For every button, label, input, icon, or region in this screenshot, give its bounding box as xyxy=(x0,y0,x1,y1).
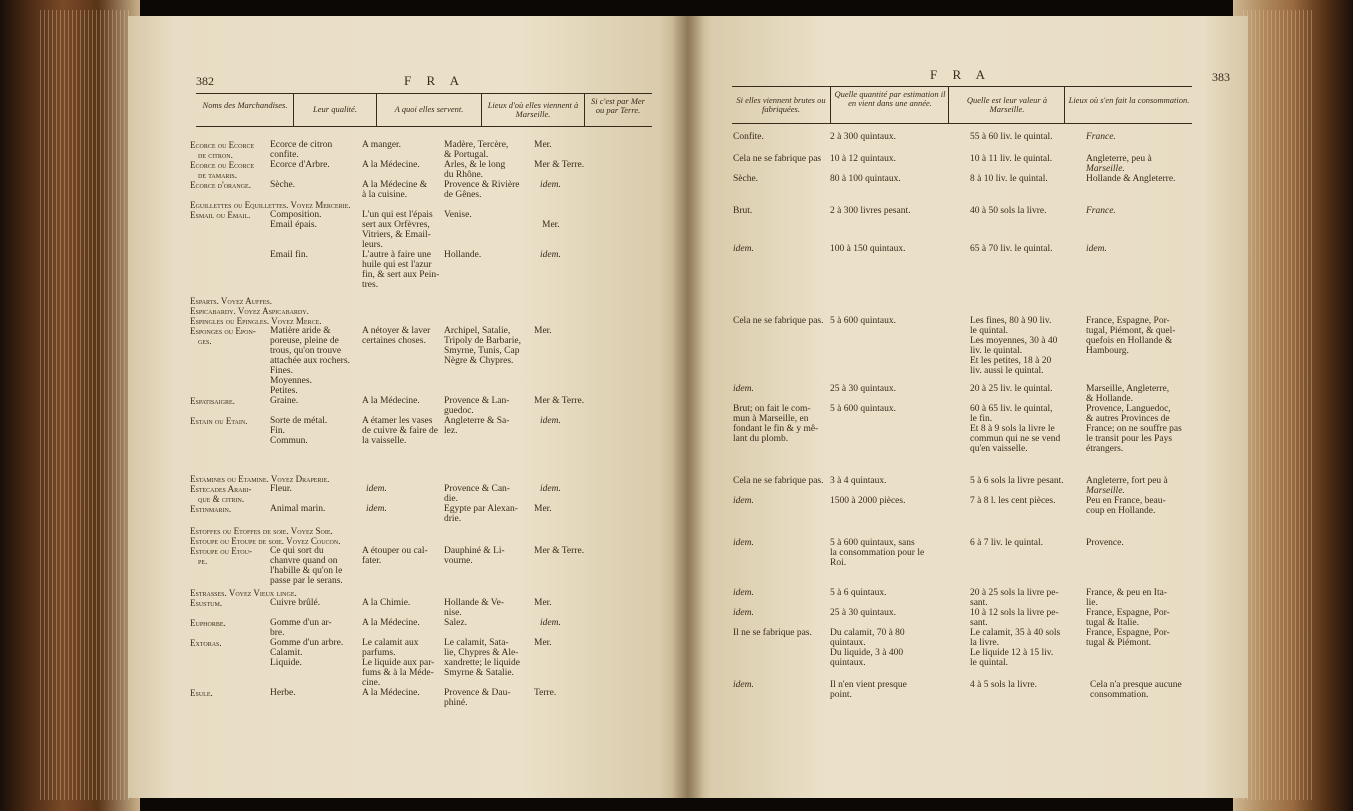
left-text-line: Gomme d'un ar- xyxy=(270,618,332,628)
left-text-line: Espicabardy. Voyez Aspicabardy. xyxy=(190,306,309,316)
left-text-line: sert aux Orfèvres, xyxy=(362,220,430,230)
left-text-line: certaines choses. xyxy=(362,336,426,346)
left-text-line: fin, & sert aux Pein- xyxy=(362,270,440,280)
gutter-shadow xyxy=(672,16,704,798)
page-edges-left xyxy=(40,10,130,800)
right-text-line: France, Espagne, Por- xyxy=(1086,316,1170,326)
left-text-line: Tripoly de Barbarie, xyxy=(444,336,521,346)
left-text-line: Sèche. xyxy=(270,180,296,190)
right-text-line: commun qui ne se vend xyxy=(970,434,1061,444)
left-text-line: guedoc. xyxy=(444,406,474,416)
right-text-line: tugal, Piémont, & quel- xyxy=(1086,326,1176,336)
left-text-line: l'habille & qu'on le xyxy=(270,566,343,576)
left-text-line: idem. xyxy=(540,618,561,628)
left-text-line: A nétoyer & laver xyxy=(362,326,431,336)
left-text-line: cine. xyxy=(362,678,381,688)
left-text-line: Mer & Terre. xyxy=(534,160,585,170)
left-text-line: Esustum. xyxy=(190,598,223,608)
left-text-line: A étouper ou cal- xyxy=(362,546,428,556)
right-text-line: Peu en France, beau- xyxy=(1086,496,1166,506)
right-text-line: France. xyxy=(1086,132,1116,142)
left-text-line: phiné. xyxy=(444,698,468,708)
left-text-line: Fines. xyxy=(270,366,293,376)
right-text-line: Le calamit, 35 à 40 sols xyxy=(970,628,1061,638)
right-text-line: Et 8 à 9 sols la livre le xyxy=(970,424,1055,434)
left-text-line: Graine. xyxy=(270,396,299,406)
right-text-line: Les moyennes, 30 à 40 xyxy=(970,336,1058,346)
left-text-line: xandrette; le liquide xyxy=(444,658,520,668)
left-text-line: Nègre & Chypres. xyxy=(444,356,514,366)
right-text-line: Le liquide 12 à 15 liv. xyxy=(970,648,1054,658)
right-text-line: sant. xyxy=(970,598,988,608)
right-text-line: Cela ne se fabrique pas xyxy=(733,154,822,164)
left-text-line: Provence & Dau- xyxy=(444,688,511,698)
right-text-line: le quintal. xyxy=(970,326,1008,336)
left-text-line: Sorte de métal. xyxy=(270,416,328,426)
right-text-line: 6 à 7 liv. le quintal. xyxy=(970,538,1043,548)
right-text-line: idem. xyxy=(733,608,754,618)
left-text-line: leurs. xyxy=(362,240,383,250)
left-text-line: A manger. xyxy=(362,140,402,150)
left-text-line: idem. xyxy=(366,504,387,514)
left-text-line: de cuivre & faire de xyxy=(362,426,438,436)
left-text-line: Egypte par Alexan- xyxy=(444,504,518,514)
left-text-line: pe. xyxy=(198,556,208,566)
right-page-number: 383 xyxy=(1212,70,1230,84)
left-text-line: Ce qui sort du xyxy=(270,546,324,556)
left-text-line: Le liquide aux par- xyxy=(362,658,435,668)
left-text-line: poreuse, pleine de xyxy=(270,336,339,346)
right-text-line: idem. xyxy=(733,588,754,598)
left-text-line: lie, Chypres & Ale- xyxy=(444,648,519,658)
right-text-line: 5 à 600 quintaux, sans xyxy=(830,538,915,548)
left-text-line: Fin. xyxy=(270,426,286,436)
right-text-line: France, & peu en Ita- xyxy=(1086,588,1167,598)
right-text-line: 10 à 12 quintaux. xyxy=(830,154,896,164)
left-text-line: Provence & Rivière xyxy=(444,180,520,190)
left-text-line: A la Médecine. xyxy=(362,688,420,698)
left-text-line: Email épais. xyxy=(270,220,317,230)
left-text-line: Estain ou Etain. xyxy=(190,416,248,426)
right-text-line: Brut; on fait le com- xyxy=(733,404,811,414)
left-text-line: Esmail ou Email. xyxy=(190,210,251,220)
right-table-header xyxy=(732,86,1192,124)
right-text-line: 65 à 70 liv. le quintal. xyxy=(970,244,1053,254)
left-text-line: Salez. xyxy=(444,618,467,628)
left-text-line: Arles, & le long xyxy=(444,160,506,170)
left-text-line: lez. xyxy=(444,426,458,436)
right-text-line: étrangers. xyxy=(1086,444,1124,454)
right-text-line: Il n'en vient presque xyxy=(830,680,907,690)
right-text-line: 10 à 11 liv. le quintal. xyxy=(970,154,1053,164)
left-text-line: drie. xyxy=(444,514,462,524)
right-text-line: idem. xyxy=(1086,244,1107,254)
left-text-line: Petites. xyxy=(270,386,298,396)
header-lieux: Lieux d'où elles viennent à Marseille. xyxy=(487,100,579,119)
left-text-line: Estrasses. Voyez Vieux linge. xyxy=(190,588,297,598)
left-text-line: idem. xyxy=(366,484,387,494)
right-text-line: coup en Hollande. xyxy=(1086,506,1156,516)
header-quantite: Quelle quantité par estimation il en vient dans une année. xyxy=(834,89,946,108)
right-text-line: Angleterre, fort peu à xyxy=(1086,476,1168,486)
right-text-line: le transit pour les Pays xyxy=(1086,434,1173,444)
left-text-line: idem. xyxy=(540,250,561,260)
left-text-line: nise. xyxy=(444,608,462,618)
right-text-line: lie. xyxy=(1086,598,1098,608)
left-text-line: chanvre quand on xyxy=(270,556,338,566)
left-text-line: Herbe. xyxy=(270,688,296,698)
left-text-line: Archipel, Satalie, xyxy=(444,326,511,336)
right-text-line: quefois en Hollande & xyxy=(1086,336,1173,346)
right-text-line: 2 à 300 quintaux. xyxy=(830,132,896,142)
header-noms: Noms des Marchandises. xyxy=(202,100,288,110)
left-text-line: Provence & Can- xyxy=(444,484,510,494)
right-text-line: le fin. xyxy=(970,414,993,424)
right-text-line: 5 à 6 quintaux. xyxy=(830,588,887,598)
right-text-line: 1500 à 2000 pièces. xyxy=(830,496,906,506)
left-text-line: A la Médecine. xyxy=(362,396,420,406)
header-mer-terre: Si c'est par Mer ou par Terre. xyxy=(591,96,645,115)
left-text-line: Matière aride & xyxy=(270,326,331,336)
left-text-line: Estecades Arabi- xyxy=(190,484,252,494)
left-text-line: Estinmarin. xyxy=(190,504,232,514)
left-text-line: passe par le serans. xyxy=(270,576,343,586)
right-text-line: Angleterre, peu à xyxy=(1086,154,1152,164)
right-text-line: Provence. xyxy=(1086,538,1124,548)
left-text-line: & Portugal. xyxy=(444,150,489,160)
left-text-line: Espatisaigre. xyxy=(190,396,235,406)
right-text-line: consommation. xyxy=(1090,690,1149,700)
right-text-line: Provence, Languedoc, xyxy=(1086,404,1171,414)
left-text-line: ges. xyxy=(198,336,212,346)
left-text-line: Mer & Terre. xyxy=(534,546,585,556)
left-text-line: Ecorce de citron xyxy=(270,140,333,150)
left-text-line: Estoupe ou Etoupe de soie. Voyez Coucon. xyxy=(190,536,341,546)
right-text-line: 7 à 8 l. les cent pièces. xyxy=(970,496,1056,506)
right-text-line: quintaux. xyxy=(830,638,866,648)
left-text-line: Ecorce ou Ecorce xyxy=(190,140,255,150)
left-text-line: vourne. xyxy=(444,556,473,566)
left-text-line: Eguillettes ou Equillettes. Voyez Mercerie. xyxy=(190,200,351,210)
left-text-line: parfums. xyxy=(362,648,396,658)
left-text-line: Gomme d'un arbre. xyxy=(270,638,344,648)
right-text-line: Brut. xyxy=(733,206,753,216)
left-text-line: Esule. xyxy=(190,688,213,698)
right-text-line: le quintal. xyxy=(970,658,1008,668)
right-text-line: 20 à 25 liv. le quintal. xyxy=(970,384,1053,394)
left-page xyxy=(128,16,688,798)
left-text-line: Mer. xyxy=(542,220,560,230)
right-text-line: sant. xyxy=(970,618,988,628)
left-text-line: Esponges ou Epon- xyxy=(190,326,256,336)
left-text-line: Euphorbe. xyxy=(190,618,226,628)
left-text-line: Estoupe ou Etou- xyxy=(190,546,252,556)
right-text-line: Il ne se fabrique pas. xyxy=(733,628,812,638)
left-text-line: Ecorce d'orange. xyxy=(190,180,251,190)
right-text-line: 8 à 10 liv. le quintal. xyxy=(970,174,1048,184)
right-text-line: idem. xyxy=(733,680,754,690)
right-text-line: 55 à 60 liv. le quintal. xyxy=(970,132,1053,142)
left-text-line: attachée aux rochers. xyxy=(270,356,350,366)
right-text-line: Marseille, Angleterre, xyxy=(1086,384,1170,394)
header-valeur: Quelle est leur valeur à Marseille. xyxy=(966,95,1048,114)
right-text-line: liv. le quintal. xyxy=(970,346,1023,356)
right-text-line: idem. xyxy=(733,496,754,506)
right-text-line: idem. xyxy=(733,538,754,548)
left-text-line: huile qui est l'azur xyxy=(362,260,432,270)
left-text-line: Provence & Lan- xyxy=(444,396,510,406)
left-text-line: L'un qui est l'épais xyxy=(362,210,433,220)
right-text-line: mun à Marseille, en xyxy=(733,414,809,424)
left-text-line: Ecorce d'Arbre. xyxy=(270,160,330,170)
left-text-line: L'autre à faire une xyxy=(362,250,431,260)
right-text-line: Du liquide, 3 à 400 xyxy=(830,648,904,658)
left-text-line: tres. xyxy=(362,280,379,290)
left-text-line: confite. xyxy=(270,150,299,160)
left-text-line: trous, qu'on trouve xyxy=(270,346,342,356)
left-text-line: fums & à la Méde- xyxy=(362,668,434,678)
left-text-line: Moyennes. xyxy=(270,376,312,386)
left-text-line: Ecorce ou Ecorce xyxy=(190,160,255,170)
left-text-line: Terre. xyxy=(534,688,557,698)
left-text-line: Madère, Tercère, xyxy=(444,140,509,150)
left-text-line: A la Médecine & xyxy=(362,180,428,190)
left-text-line: de Gênes. xyxy=(444,190,482,200)
left-text-line: Fleur. xyxy=(270,484,292,494)
left-text-line: Composition. xyxy=(270,210,322,220)
left-text-line: A la Médecine. xyxy=(362,160,420,170)
right-text-line: 60 à 65 liv. le quintal, xyxy=(970,404,1053,414)
right-text-line: la consommation pour le xyxy=(830,548,925,558)
right-text-line: Marseille. xyxy=(1086,486,1125,496)
left-text-line: Mer. xyxy=(534,140,552,150)
left-text-line: Vitriers, & Email- xyxy=(362,230,431,240)
right-text-line: 80 à 100 quintaux. xyxy=(830,174,901,184)
right-text-line: Cela n'a presque aucune xyxy=(1090,680,1182,690)
right-text-line: Les fines, 80 à 90 liv. xyxy=(970,316,1052,326)
right-text-line: Cela ne se fabrique pas. xyxy=(733,476,824,486)
header-consommation: Lieux où s'en fait la consommation. xyxy=(1068,95,1190,105)
right-text-line: 10 à 12 sols la livre pe- xyxy=(970,608,1059,618)
right-text-line: Hollande & Angleterre. xyxy=(1086,174,1176,184)
left-text-line: Estoffes ou Etoffes de soie. Voyez Soie. xyxy=(190,526,333,536)
left-text-line: Esparts. Voyez Auffes. xyxy=(190,296,272,306)
left-text-line: A étamer les vases xyxy=(362,416,433,426)
left-text-line: Smyrne, Tunis, Cap xyxy=(444,346,520,356)
right-text-line: quintaux. xyxy=(830,658,866,668)
left-running-head: F R A xyxy=(404,73,466,88)
right-running-head: F R A xyxy=(930,67,992,82)
left-text-line: Espingles ou Epingles. Voyez Merce. xyxy=(190,316,322,326)
right-text-line: France. xyxy=(1086,206,1116,216)
left-text-line: Mer. xyxy=(534,638,552,648)
left-text-line: que & citrin. xyxy=(198,494,245,504)
right-text-line: Sèche. xyxy=(733,174,759,184)
right-text-line: 5 à 600 quintaux. xyxy=(830,404,896,414)
left-text-line: du Rhône. xyxy=(444,170,484,180)
right-text-line: Du calamit, 70 à 80 xyxy=(830,628,905,638)
left-text-line: idem. xyxy=(540,180,561,190)
left-text-line: Venise. xyxy=(444,210,472,220)
left-text-line: Mer & Terre. xyxy=(534,396,585,406)
right-text-line: France, Espagne, Por- xyxy=(1086,628,1170,638)
header-brutes: Si elles viennent brutes ou fabriquées. xyxy=(736,95,826,114)
right-text-line: qu'en vaisselle. xyxy=(970,444,1028,454)
left-text-line: Commun. xyxy=(270,436,308,446)
right-text-line: & Hollande. xyxy=(1086,394,1133,404)
left-text-line: Cuivre brûlé. xyxy=(270,598,321,608)
left-text-line: Calamit. xyxy=(270,648,303,658)
right-text-line: idem. xyxy=(733,384,754,394)
left-text-line: Le calamit aux xyxy=(362,638,419,648)
right-text-line: & autres Provinces de xyxy=(1086,414,1170,424)
header-servent: A quoi elles servent. xyxy=(394,104,464,114)
left-text-line: Liquide. xyxy=(270,658,302,668)
left-text-line: Dauphiné & Li- xyxy=(444,546,505,556)
right-text-line: 40 à 50 sols la livre. xyxy=(970,206,1047,216)
left-text-line: Hollande & Ve- xyxy=(444,598,504,608)
left-text-line: Smyrne & Satalie. xyxy=(444,668,514,678)
right-text-line: point. xyxy=(830,690,852,700)
left-text-line: à la cuisine. xyxy=(362,190,408,200)
right-text-line: 5 à 6 sols la livre pesant. xyxy=(970,476,1064,486)
right-text-line: 100 à 150 quintaux. xyxy=(830,244,906,254)
right-text-line: 5 à 600 quintaux. xyxy=(830,316,896,326)
left-text-line: de citron. xyxy=(198,150,233,160)
right-text-line: Et les petites, 18 à 20 xyxy=(970,356,1052,366)
left-text-line: Hollande. xyxy=(444,250,482,260)
right-text-line: France, Espagne, Por- xyxy=(1086,608,1170,618)
left-text-line: Extoras. xyxy=(190,638,222,648)
left-text-line: Mer. xyxy=(534,504,552,514)
right-text-line: 2 à 300 livres pesant. xyxy=(830,206,911,216)
left-table-header xyxy=(196,93,652,127)
right-text-line: France; on ne souffre pas xyxy=(1086,424,1182,434)
left-text-line: Le calamit, Sata- xyxy=(444,638,509,648)
right-text-line: 3 à 4 quintaux. xyxy=(830,476,887,486)
left-text-line: idem. xyxy=(540,416,561,426)
left-text-line: Angleterre & Sa- xyxy=(444,416,510,426)
right-text-line: 4 à 5 sols la livre. xyxy=(970,680,1038,690)
right-text-line: Marseille. xyxy=(1086,164,1125,174)
right-text-line: tugal & Piémont. xyxy=(1086,638,1152,648)
right-text-line: tugal & Italie. xyxy=(1086,618,1140,628)
right-text-line: 25 à 30 quintaux. xyxy=(830,608,896,618)
right-text-line: idem. xyxy=(733,244,754,254)
left-text-line: idem. xyxy=(540,484,561,494)
left-text-line: Email fin. xyxy=(270,250,308,260)
right-text-line: liv. aussi le quintal. xyxy=(970,366,1044,376)
right-text-line: lant du plomb. xyxy=(733,434,789,444)
right-text-line: 20 à 25 sols la livre pe- xyxy=(970,588,1059,598)
page-edges-right xyxy=(1243,10,1313,800)
left-text-line: Mer. xyxy=(534,326,552,336)
left-text-line: A la Médecine. xyxy=(362,618,420,628)
right-text-line: Hambourg. xyxy=(1086,346,1129,356)
right-text-line: fondant le fin & y mê- xyxy=(733,424,819,434)
left-text-line: Mer. xyxy=(534,598,552,608)
right-text-line: 25 à 30 quintaux. xyxy=(830,384,896,394)
left-text-line: de tamaris. xyxy=(198,170,238,180)
left-text-line: die. xyxy=(444,494,458,504)
header-qualite: Leur qualité. xyxy=(313,104,357,114)
left-page-number: 382 xyxy=(196,74,214,88)
left-text-line: A la Chimie. xyxy=(362,598,411,608)
left-text-line: fater. xyxy=(362,556,382,566)
left-text-line: bre. xyxy=(270,628,285,638)
right-text-line: Cela ne se fabrique pas. xyxy=(733,316,824,326)
right-text-line: Roi. xyxy=(830,558,847,568)
left-text-line: Estamines ou Etamine. Voyez Draperie. xyxy=(190,474,330,484)
right-text-line: la livre. xyxy=(970,638,1000,648)
left-text-line: Animal marin. xyxy=(270,504,326,514)
right-text-line: Confite. xyxy=(733,132,764,142)
left-text-line: la vaisselle. xyxy=(362,436,407,446)
